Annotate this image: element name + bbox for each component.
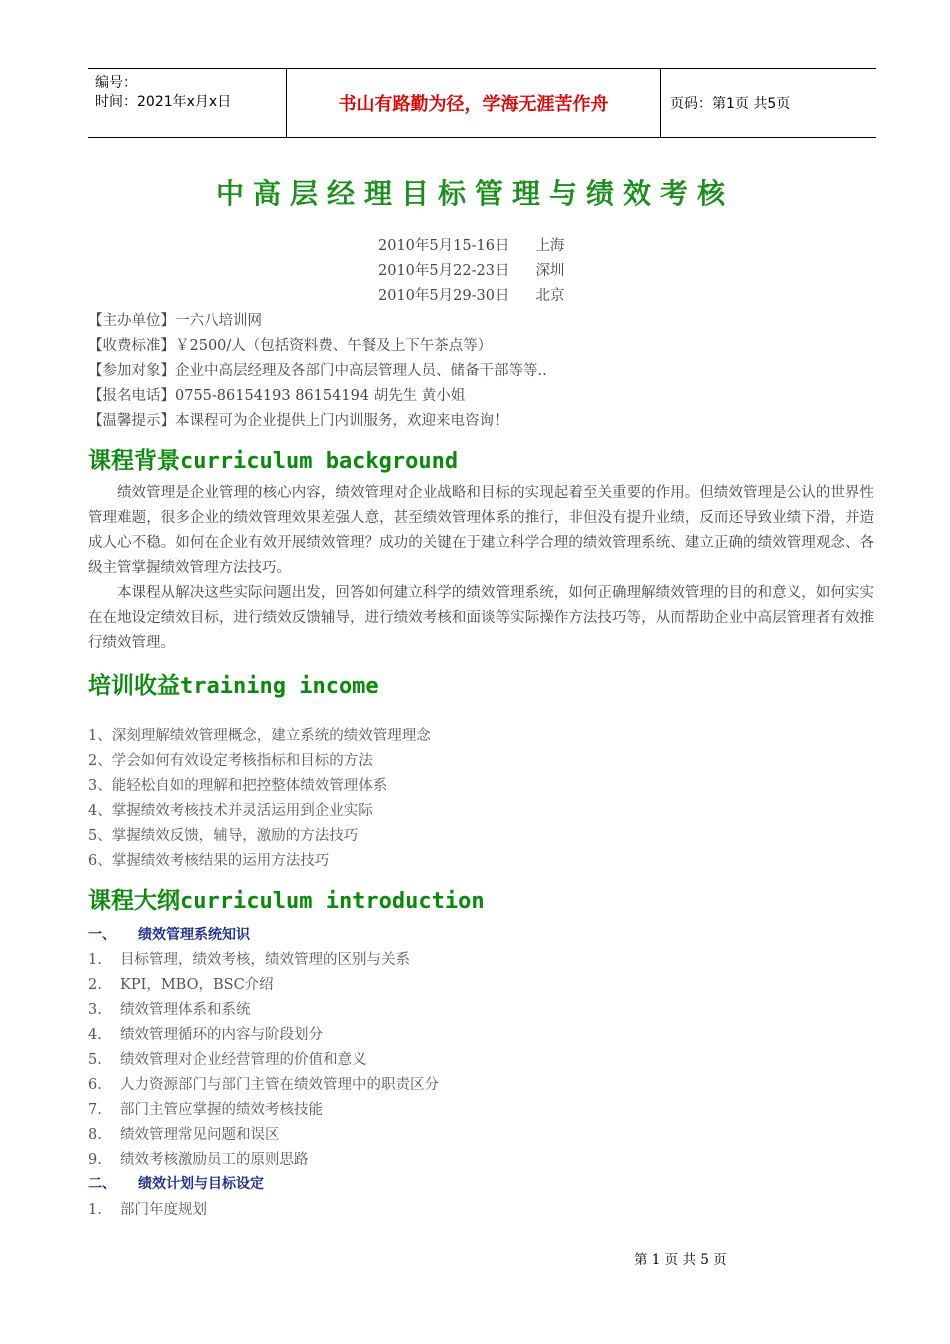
info-organizer: 【主办单位】一六八培训网 [88,313,262,329]
outline-item [88,1073,439,1094]
item-number: 3. [88,1002,102,1018]
outline-item [88,1123,280,1144]
schedule-city: 上海 [535,238,565,254]
heading-cn: 培训收益 [88,672,180,699]
heading-en: training income [180,674,379,699]
header-meta [88,69,286,137]
income-item: 6、掌握绩效考核结果的运用方法技巧 [88,853,330,869]
income-heading [88,667,379,700]
schedule-row [378,284,564,305]
item-number: 1. [88,1202,102,1218]
outline-item [88,998,251,1019]
outline-item [88,1148,309,1169]
heading-cn: 课程背景 [88,447,180,474]
info-fee: 【收费标准】￥2500/人（包括资料费、午餐及上下午茶点等） [88,338,493,354]
item-text: 目标管理，绩效考核，绩效管理的区别与关系 [120,952,410,968]
item-text: 绩效考核激励员工的原则思路 [120,1152,309,1168]
outline-item [88,1198,207,1219]
header-motto: 书山有路勤为径，学海无涯苦作舟 [286,69,661,137]
page-footer: 第 1 页 共 5 页 [634,1252,727,1268]
outline-item [88,1048,367,1069]
schedule-row [378,259,564,280]
number-label: 编号： [95,75,137,91]
section-title: 绩效管理系统知识 [138,927,250,943]
section-title: 绩效计划与目标设定 [138,1176,264,1192]
item-number: 7. [88,1102,102,1118]
page-header [88,68,876,138]
background-heading [88,442,458,475]
item-number: 4. [88,1027,102,1043]
outline-section-title [88,1173,264,1193]
background-paragraph: 绩效管理是企业管理的核心内容，绩效管理对企业战略和目标的实现起着至关重要的作用。但绩效管理是公认的世界性管理难题，很多企业的绩效管理效果差强人意，甚至绩效管理体系的推行，非但没有提升业绩，反而还导致业绩下滑，并造成人心不稳。如何在企业有效开展绩效管理？成功的关键在于建立科学合理的绩效管理系统、建立正确的绩效管理观念、各级主管掌握绩效管理方法技巧。 [88,485,874,576]
income-item: 2、学会如何有效设定考核指标和目标的方法 [88,753,373,769]
heading-cn: 课程大纲 [88,887,180,914]
section-number: 一、 [88,927,116,943]
time-label: 时间：2021年x月x日 [95,94,232,110]
header-page-info: 页码：第1页 共5页 [670,96,791,112]
heading-en: curriculum background [180,449,459,474]
info-tip: 【温馨提示】本课程可为企业提供上门内训服务，欢迎来电咨询！ [88,413,509,429]
schedule-city: 北京 [535,288,565,304]
schedule-row [378,234,564,255]
outline-item [88,1098,323,1119]
schedule-date: 2010年5月22-23日 [378,263,510,279]
item-text: 人力资源部门与部门主管在绩效管理中的职责区分 [120,1077,439,1093]
info-audience: 【参加对象】企业中高层经理及各部门中高层管理人员、储备干部等等.. [88,363,547,379]
item-text: 绩效管理常见问题和误区 [120,1127,280,1143]
heading-en: curriculum introduction [180,889,485,914]
item-text: 绩效管理循环的内容与阶段划分 [120,1027,323,1043]
income-item: 3、能轻松自如的理解和把控整体绩效管理体系 [88,778,388,794]
item-number: 1. [88,952,102,968]
item-text: 部门主管应掌握的绩效考核技能 [120,1102,323,1118]
info-phone: 【报名电话】0755-86154193 86154194 胡先生 黄小姐 [88,388,466,404]
schedule-date: 2010年5月29-30日 [378,288,510,304]
outline-heading [88,882,485,915]
item-text: 部门年度规划 [120,1202,207,1218]
item-text: 绩效管理对企业经营管理的价值和意义 [120,1052,367,1068]
item-number: 6. [88,1077,102,1093]
income-item: 4、掌握绩效考核技术并灵活运用到企业实际 [88,803,373,819]
income-item: 1、深刻理解绩效管理概念，建立系统的绩效管理理念 [88,728,431,744]
item-number: 2. [88,977,102,993]
item-number: 8. [88,1127,102,1143]
schedule-date: 2010年5月15-16日 [378,238,510,254]
item-text: KPI，MBO，BSC介绍 [120,977,274,993]
document-title: 中高层经理目标管理与绩效考核 [215,177,734,210]
outline-item [88,948,410,969]
income-item: 5、掌握绩效反馈，辅导，激励的方法技巧 [88,828,359,844]
outline-item [88,973,274,994]
outline-section-title [88,924,250,944]
schedule-city: 深圳 [535,263,565,279]
item-number: 9. [88,1152,102,1168]
outline-item [88,1023,323,1044]
section-number: 二、 [88,1176,116,1192]
item-text: 绩效管理体系和系统 [120,1002,251,1018]
item-number: 5. [88,1052,102,1068]
background-paragraph: 本课程从解决这些实际问题出发，回答如何建立科学的绩效管理系统，如何正确理解绩效管理的目的和意义，如何实实在在地设定绩效目标，进行绩效反馈辅导，进行绩效考核和面谈等实际操作方法技巧等，从而帮助企业中高层管理者有效推行绩效管理。 [88,585,874,651]
